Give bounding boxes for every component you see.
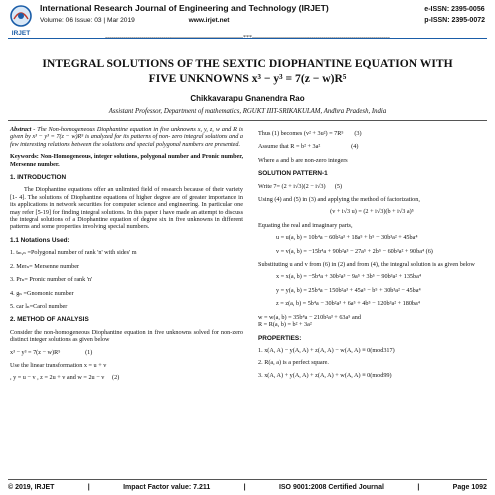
keywords-label: Keywords: bbox=[10, 153, 39, 161]
e-issn: e-ISSN: 2395-0056 bbox=[424, 6, 485, 13]
volume-issue: Volume: 06 Issue: 03 | Mar 2019 bbox=[40, 17, 135, 24]
factorization-equation: (v + i√3 u) = (2 + i√3)(b + i√3 a)⁵ bbox=[330, 208, 414, 216]
notation-item: 1. tₘ,ₙ =Polygonal number of rank 'n' with sides' m bbox=[10, 249, 137, 257]
footer-sep: | bbox=[243, 484, 246, 491]
equation-z: z = z(a, b) = 5b⁴a − 30b²a³ + 6a⁵ + 4b⁵ − 120b³a² + 180ba⁴ bbox=[276, 300, 420, 308]
notation-item: 3. Prₙ= Pronic number of rank 'n' bbox=[10, 276, 93, 284]
keywords-text: Non-Homogeneous, integer solutions, polygonal number and Pronic number, Mersenne number. bbox=[10, 153, 243, 168]
paper-title bbox=[10, 56, 485, 86]
equation-4: Assume that R = b² + 3a² (4) bbox=[258, 143, 359, 151]
page-footer bbox=[8, 482, 487, 493]
notations-list bbox=[10, 249, 243, 310]
method-text: Consider the non-homogeneous Diophantine equation in five unknowns solved for non-zero distinct integer solutions as given below bbox=[10, 328, 243, 344]
left-column bbox=[10, 126, 243, 388]
equating-text: Equating the real and imaginary parts, bbox=[258, 221, 353, 229]
substitution-text: Substituting u and v from (6) in (2) and from (4), the integral solution is as given below bbox=[258, 261, 475, 269]
intro-heading: 1. INTRODUCTION bbox=[10, 174, 67, 182]
transform-text: Use the linear transformation x = u + v bbox=[10, 361, 107, 369]
factorization-text: Using (4) and (5) in (3) and applying the method of factorization, bbox=[258, 196, 420, 204]
equation-2: , y = u − v , z = 2u + v and w = 2u − v (2) bbox=[10, 374, 120, 382]
title-line-2: FIVE UNKNOWNS x³ − y³ = 7(z − w)R⁵ bbox=[148, 72, 347, 85]
author-affiliation: Assistant Professor, Department of mathematics, RGUKT IIIT-SRIKAKULAM, Andhra Pradesh, India bbox=[108, 108, 387, 115]
p-issn: p-ISSN: 2395-0072 bbox=[424, 17, 485, 24]
header-text bbox=[40, 3, 340, 24]
logo-text: IRJET bbox=[11, 30, 31, 37]
property-3: 3. x(A, A) + y(A, A) + z(A, A) + w(A, A) ≡ 0(mod99) bbox=[258, 371, 392, 379]
journal-name: International Research Journal of Engineering and Technology (IRJET) bbox=[40, 3, 329, 13]
equation-u: u = u(a, b) = 10b⁴a − 60b²a³ + 18a⁵ + b⁵ − 30b³a² + 45ba⁴ bbox=[276, 234, 418, 242]
equation-v: v = v(a, b) = −15b⁴a + 90b²a³ − 27a⁵ + 2b⁵ − 60b³a² + 90ba⁴ (6) bbox=[276, 247, 433, 255]
solution-pattern-heading: SOLUTION PATTERN-1 bbox=[258, 170, 328, 178]
volume-line bbox=[40, 17, 340, 24]
journal-website: www.irjet.net bbox=[188, 17, 230, 24]
abstract-text: - The Non-homogeneous Diophantine equation in five unknowns x, y, z, w and R is given by x³ − y³ = 7(z − w)R⁵ is analyzed for its patterns of non- zero integral solutions and a few interesting relations between the solutions and special polygonal numbers are presented. bbox=[10, 126, 243, 148]
method-heading: 2. METHOD OF ANALYSIS bbox=[10, 316, 89, 324]
irjet-logo-icon bbox=[8, 4, 34, 38]
abstract bbox=[10, 126, 243, 148]
equation-x: x = x(a, b) = −5b⁴a + 30b²a³ − 9a⁵ + 3b⁵ − 90b³a² + 135ba⁴ bbox=[276, 273, 422, 281]
title-rule bbox=[8, 120, 487, 121]
equation-y: y = y(a, b) = 25b⁴a − 150b²a³ + 45a⁵ − b⁵ + 30b³a² − 45ba⁴ bbox=[276, 286, 421, 294]
notation-item: 4. gₙ =Gnomonic number bbox=[10, 289, 74, 297]
notation-item: 5. car lₙ=Carol number bbox=[10, 302, 68, 310]
property-1: 1. x(A, A) − y(A, A) + z(A, A) − w(A, A) ≡ 0(mod317) bbox=[258, 346, 395, 354]
footer-copyright: © 2019, IRJET bbox=[8, 484, 55, 491]
keywords bbox=[10, 153, 243, 168]
footer-page: Page 1092 bbox=[452, 484, 487, 491]
footer-sep: | bbox=[87, 484, 90, 491]
notation-item: 2. Merₙ= Mersenne number bbox=[10, 262, 80, 270]
right-column bbox=[258, 126, 486, 384]
equation-1: x³ − y³ = 7(z − w)R⁵ (1) bbox=[10, 348, 93, 356]
title-line-1: INTEGRAL SOLUTIONS OF THE SEXTIC DIOPHANTINE EQUATION WITH bbox=[42, 57, 453, 70]
equation-R: R = R(a, b) = b² + 3a² bbox=[258, 321, 312, 329]
issn-block bbox=[424, 4, 485, 26]
author-name: Chikkavarapu Gnanendra Rao bbox=[190, 94, 305, 103]
equation-3: Thus (1) becomes (v² + 3u²) = 7R⁵ (3) bbox=[258, 130, 362, 137]
footer-sep: | bbox=[417, 484, 420, 491]
equation-w: w = w(a, b) = 35b⁴a − 210b²a³ + 63a⁵ and bbox=[258, 313, 361, 321]
property-2: 2. R(a, a) is a perfect square. bbox=[258, 359, 329, 367]
equation-5: Write 7= (2 + i√3)(2 − i√3) (5) bbox=[258, 182, 343, 190]
properties-heading: PROPERTIES: bbox=[258, 334, 302, 342]
notations-heading: 1.1 Notations Used: bbox=[10, 236, 70, 244]
footer-rule bbox=[8, 479, 487, 480]
journal-header bbox=[0, 0, 495, 50]
header-stars: ---------------------------------------------------------------------***--------------------------------------------------------------------- bbox=[105, 35, 390, 41]
footer-iso: ISO 9001:2008 Certified Journal bbox=[278, 484, 384, 491]
intro-text: The Diophantine equations offer an unlimited field of research because of their variety [1- 4]. The solutions of Diophantine equations of higher degree are of greater importance in its applications in network securities for computer science and engineering. In particular one may refer [5-19] for finding integral solutions. In this paper i have made an attempt to discuss the integral solutions of a Diophantine equation of degree six in five unknowns in different patterns and some properties involving special numbers. bbox=[10, 186, 243, 231]
nonzero-note: Where a and b are non-zero integers bbox=[258, 156, 348, 164]
abstract-label: Abstract bbox=[10, 126, 32, 133]
footer-impact: Impact Factor value: 7.211 bbox=[123, 484, 211, 491]
